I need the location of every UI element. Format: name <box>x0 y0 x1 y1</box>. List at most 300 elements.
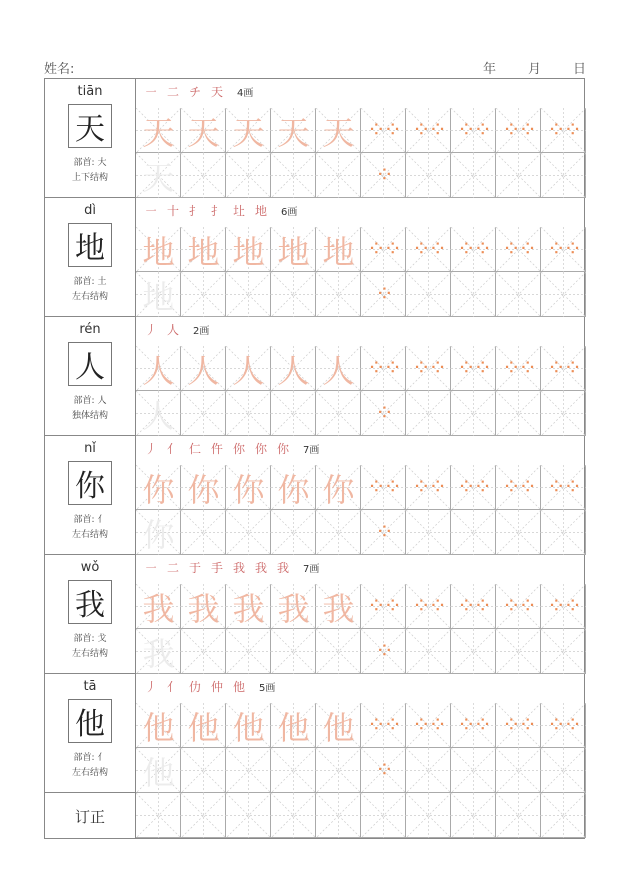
trace-character: ⁘⁘ <box>457 356 490 381</box>
trace-character: ⁘ <box>375 163 392 188</box>
guide-lines <box>271 153 316 198</box>
stroke-step: 丿 <box>145 441 158 456</box>
character-info <box>45 674 136 792</box>
month-label: 月 <box>527 62 541 77</box>
character-info <box>45 317 136 435</box>
guide-lines <box>181 272 226 317</box>
guide-lines <box>136 793 181 838</box>
empty-cell[interactable] <box>496 391 541 436</box>
trace-cell[interactable] <box>271 108 316 153</box>
trace-character: 天 <box>187 113 220 152</box>
dotted-cell[interactable] <box>361 510 406 555</box>
empty-cell[interactable] <box>181 272 226 317</box>
empty-cell[interactable] <box>226 793 271 838</box>
trace-cell[interactable] <box>136 346 181 391</box>
dotted-cell[interactable] <box>541 703 586 748</box>
trace-cell[interactable] <box>136 703 181 748</box>
stroke-step: 你 <box>255 441 268 456</box>
trace-character: 我 <box>187 589 220 628</box>
trace-cell[interactable] <box>181 465 226 510</box>
stroke-step: 扌 <box>189 203 202 218</box>
guide-lines <box>316 153 361 198</box>
stroke-order <box>145 319 209 339</box>
stroke-step: 仲 <box>211 679 224 694</box>
trace-character: 地 <box>187 232 220 271</box>
trace-character: 他 <box>142 753 175 792</box>
empty-cell[interactable] <box>406 510 451 555</box>
empty-cell[interactable] <box>541 748 586 793</box>
guide-lines <box>271 272 316 317</box>
empty-cell[interactable] <box>271 748 316 793</box>
faint-cell[interactable] <box>136 748 181 793</box>
faint-cell[interactable] <box>136 510 181 555</box>
trace-cell[interactable] <box>181 346 226 391</box>
empty-cell[interactable] <box>316 748 361 793</box>
guide-lines <box>361 793 406 838</box>
trace-character: 地 <box>277 232 310 271</box>
year-label: 年 <box>482 62 496 77</box>
stroke-step: 丿 <box>145 679 158 694</box>
trace-character: ⁘⁘ <box>502 237 535 262</box>
dotted-cell[interactable] <box>451 703 496 748</box>
stroke-step: 二 <box>167 560 180 575</box>
trace-character: ⁘⁘ <box>412 356 445 381</box>
empty-cell[interactable] <box>496 629 541 674</box>
guide-lines <box>181 391 226 436</box>
guide-lines <box>181 510 226 555</box>
empty-cell[interactable] <box>316 793 361 838</box>
trace-character: ⁘⁘ <box>367 356 400 381</box>
empty-cell[interactable] <box>541 629 586 674</box>
trace-cell[interactable] <box>316 703 361 748</box>
empty-cell[interactable] <box>271 391 316 436</box>
dotted-cell[interactable] <box>496 584 541 629</box>
guide-lines <box>406 748 451 793</box>
trace-character: 你 <box>142 470 175 509</box>
empty-cell[interactable] <box>316 391 361 436</box>
trace-character: 他 <box>322 708 355 747</box>
empty-cell[interactable] <box>496 510 541 555</box>
pinyin: nǐ <box>84 441 96 456</box>
trace-cell[interactable] <box>181 108 226 153</box>
guide-lines <box>226 510 271 555</box>
guide-lines <box>406 510 451 555</box>
empty-cell[interactable] <box>406 153 451 198</box>
stroke-step: 你 <box>233 441 246 456</box>
empty-cell[interactable] <box>541 510 586 555</box>
trace-character: ⁘ <box>375 282 392 307</box>
trace-character: 天 <box>142 113 175 152</box>
trace-character: 地 <box>322 232 355 271</box>
dotted-cell[interactable] <box>451 227 496 272</box>
trace-character: ⁘⁘ <box>412 713 445 738</box>
trace-cell[interactable] <box>226 346 271 391</box>
guide-lines <box>181 748 226 793</box>
empty-cell[interactable] <box>181 391 226 436</box>
stroke-order <box>145 81 253 101</box>
trace-character: 天 <box>232 113 265 152</box>
trace-character: ⁘⁘ <box>457 475 490 500</box>
empty-cell[interactable] <box>451 153 496 198</box>
trace-cell[interactable] <box>226 584 271 629</box>
stroke-step: ㇐ <box>145 203 158 218</box>
trace-cell[interactable] <box>181 227 226 272</box>
radical-info: 部首: 人 <box>73 396 107 406</box>
stroke-step: 十 <box>167 203 180 218</box>
character-row <box>45 436 586 555</box>
stroke-step: 天 <box>211 84 224 99</box>
stroke-step: チ <box>189 84 202 99</box>
empty-cell[interactable] <box>181 793 226 838</box>
empty-cell[interactable] <box>541 793 586 838</box>
empty-cell[interactable] <box>271 153 316 198</box>
model-character: 你 <box>68 461 112 505</box>
guide-lines <box>406 793 451 838</box>
trace-cell[interactable] <box>226 465 271 510</box>
stroke-step: 仂 <box>189 679 202 694</box>
empty-cell[interactable] <box>181 629 226 674</box>
dotted-cell[interactable] <box>541 584 586 629</box>
correction-row <box>45 793 586 839</box>
trace-character: 天 <box>277 113 310 152</box>
stroke-step: 你 <box>277 441 290 456</box>
trace-character: ⁘⁘ <box>457 594 490 619</box>
structure-info: 左右结构 <box>71 292 108 302</box>
empty-cell[interactable] <box>496 748 541 793</box>
empty-cell[interactable] <box>226 391 271 436</box>
trace-cell[interactable] <box>226 108 271 153</box>
trace-character: 你 <box>322 470 355 509</box>
guide-lines <box>451 391 496 436</box>
trace-cell[interactable] <box>316 346 361 391</box>
model-character: 地 <box>68 223 112 267</box>
empty-cell[interactable] <box>361 793 406 838</box>
empty-cell[interactable] <box>451 391 496 436</box>
correction-label: 订正 <box>45 793 136 839</box>
dotted-cell[interactable] <box>451 108 496 153</box>
faint-cell[interactable] <box>136 272 181 317</box>
stroke-step: 仁 <box>189 441 202 456</box>
dotted-cell[interactable] <box>541 465 586 510</box>
stroke-step: 二 <box>167 84 180 99</box>
stroke-step: 丿 <box>145 322 158 337</box>
trace-character: ⁘⁘ <box>547 713 580 738</box>
guide-lines <box>316 272 361 317</box>
dotted-cell[interactable] <box>451 465 496 510</box>
guide-lines <box>406 391 451 436</box>
trace-character: ⁘ <box>375 639 392 664</box>
radical-info: 部首: 亻 <box>73 753 107 763</box>
guide-lines <box>316 748 361 793</box>
stroke-step: 于 <box>189 560 202 575</box>
trace-character: ⁘⁘ <box>547 356 580 381</box>
empty-cell[interactable] <box>496 272 541 317</box>
dotted-cell[interactable] <box>361 272 406 317</box>
trace-character: ⁘ <box>375 401 392 426</box>
dotted-cell[interactable] <box>541 346 586 391</box>
empty-cell[interactable] <box>316 272 361 317</box>
trace-cell[interactable] <box>136 227 181 272</box>
stroke-step: 他 <box>233 679 246 694</box>
dotted-cell[interactable] <box>451 584 496 629</box>
trace-cell[interactable] <box>316 108 361 153</box>
guide-lines <box>406 272 451 317</box>
worksheet-header <box>44 58 586 76</box>
trace-character: ⁘ <box>375 520 392 545</box>
trace-cell[interactable] <box>136 465 181 510</box>
trace-character: 人 <box>322 351 355 390</box>
structure-info: 左右结构 <box>71 768 108 778</box>
dotted-cell[interactable] <box>361 346 406 391</box>
dotted-cell[interactable] <box>406 584 451 629</box>
trace-character: ⁘⁘ <box>547 237 580 262</box>
guide-lines <box>541 510 586 555</box>
trace-character: 你 <box>187 470 220 509</box>
empty-cell[interactable] <box>226 153 271 198</box>
empty-cell[interactable] <box>136 793 181 838</box>
empty-cell[interactable] <box>271 629 316 674</box>
empty-cell[interactable] <box>316 510 361 555</box>
trace-character: ⁘⁘ <box>367 713 400 738</box>
structure-info: 左右结构 <box>71 530 108 540</box>
trace-character: 我 <box>142 589 175 628</box>
trace-cell[interactable] <box>271 584 316 629</box>
guide-lines <box>181 629 226 674</box>
guide-lines <box>226 629 271 674</box>
trace-cell[interactable] <box>226 227 271 272</box>
character-info <box>45 79 136 197</box>
guide-lines <box>271 629 316 674</box>
guide-lines <box>496 629 541 674</box>
guide-lines <box>316 629 361 674</box>
guide-lines <box>451 272 496 317</box>
trace-cell[interactable] <box>316 584 361 629</box>
empty-cell[interactable] <box>406 748 451 793</box>
stroke-count: 7画 <box>303 563 320 575</box>
guide-lines <box>316 391 361 436</box>
empty-cell[interactable] <box>271 510 316 555</box>
dotted-cell[interactable] <box>541 108 586 153</box>
empty-cell[interactable] <box>541 272 586 317</box>
trace-character: 你 <box>277 470 310 509</box>
trace-character: ⁘⁘ <box>457 237 490 262</box>
trace-character: ⁘⁘ <box>367 118 400 143</box>
stroke-order <box>145 200 297 220</box>
trace-cell[interactable] <box>181 703 226 748</box>
structure-info: 左右结构 <box>71 649 108 659</box>
guide-lines <box>271 510 316 555</box>
dotted-cell[interactable] <box>361 391 406 436</box>
empty-cell[interactable] <box>451 272 496 317</box>
empty-cell[interactable] <box>451 510 496 555</box>
faint-cell[interactable] <box>136 153 181 198</box>
dotted-cell[interactable] <box>406 108 451 153</box>
pinyin: tā <box>83 679 97 694</box>
pinyin: rén <box>79 322 101 337</box>
trace-character: ⁘⁘ <box>502 713 535 738</box>
trace-character: 天 <box>142 158 175 197</box>
empty-cell[interactable] <box>226 629 271 674</box>
dotted-cell[interactable] <box>496 465 541 510</box>
trace-character: ⁘⁘ <box>457 118 490 143</box>
dotted-cell[interactable] <box>361 748 406 793</box>
stroke-step: 手 <box>211 560 224 575</box>
guide-lines <box>316 510 361 555</box>
empty-cell[interactable] <box>316 629 361 674</box>
dotted-cell[interactable] <box>361 108 406 153</box>
guide-lines <box>541 153 586 198</box>
empty-cell[interactable] <box>541 391 586 436</box>
guide-lines <box>451 748 496 793</box>
empty-cell[interactable] <box>226 510 271 555</box>
guide-lines <box>541 272 586 317</box>
trace-character: 人 <box>277 351 310 390</box>
empty-cell[interactable] <box>181 510 226 555</box>
empty-cell[interactable] <box>406 391 451 436</box>
trace-character: 人 <box>187 351 220 390</box>
trace-character: ⁘⁘ <box>412 118 445 143</box>
pinyin: tiān <box>77 84 103 99</box>
trace-character: 地 <box>142 277 175 316</box>
empty-cell[interactable] <box>316 153 361 198</box>
dotted-cell[interactable] <box>496 108 541 153</box>
dotted-cell[interactable] <box>361 465 406 510</box>
trace-cell[interactable] <box>136 108 181 153</box>
guide-lines <box>541 391 586 436</box>
trace-character: 人 <box>232 351 265 390</box>
guide-lines <box>406 629 451 674</box>
structure-info: 上下结构 <box>71 173 108 183</box>
radical-info: 部首: 大 <box>73 158 107 168</box>
empty-cell[interactable] <box>496 153 541 198</box>
empty-cell[interactable] <box>226 748 271 793</box>
stroke-count: 5画 <box>259 682 276 694</box>
trace-cell[interactable] <box>226 703 271 748</box>
empty-cell[interactable] <box>496 793 541 838</box>
empty-cell[interactable] <box>271 793 316 838</box>
faint-cell[interactable] <box>136 629 181 674</box>
trace-character: 人 <box>142 351 175 390</box>
character-info <box>45 555 136 673</box>
trace-cell[interactable] <box>316 227 361 272</box>
dotted-cell[interactable] <box>361 584 406 629</box>
dotted-cell[interactable] <box>451 346 496 391</box>
character-row <box>45 198 586 317</box>
guide-lines <box>496 510 541 555</box>
trace-character: ⁘⁘ <box>547 475 580 500</box>
dotted-cell[interactable] <box>496 346 541 391</box>
model-character: 他 <box>68 699 112 743</box>
guide-lines <box>496 748 541 793</box>
empty-cell[interactable] <box>541 153 586 198</box>
dotted-cell[interactable] <box>361 629 406 674</box>
empty-cell[interactable] <box>406 793 451 838</box>
trace-character: ⁘⁘ <box>502 118 535 143</box>
dotted-cell[interactable] <box>496 227 541 272</box>
dotted-cell[interactable] <box>406 465 451 510</box>
dotted-cell[interactable] <box>361 227 406 272</box>
guide-lines <box>451 629 496 674</box>
trace-character: 我 <box>277 589 310 628</box>
model-character: 天 <box>68 104 112 148</box>
trace-cell[interactable] <box>271 227 316 272</box>
guide-lines <box>271 391 316 436</box>
trace-character: 我 <box>232 589 265 628</box>
trace-character: 地 <box>142 232 175 271</box>
guide-lines <box>496 793 541 838</box>
guide-lines <box>451 510 496 555</box>
stroke-step: 仵 <box>211 441 224 456</box>
empty-cell[interactable] <box>271 272 316 317</box>
radical-info: 部首: 土 <box>73 277 107 287</box>
trace-cell[interactable] <box>271 703 316 748</box>
stroke-count: 2画 <box>193 325 210 337</box>
guide-lines <box>226 272 271 317</box>
trace-cell[interactable] <box>271 346 316 391</box>
guide-lines <box>226 391 271 436</box>
trace-cell[interactable] <box>316 465 361 510</box>
empty-cell[interactable] <box>406 272 451 317</box>
guide-lines <box>451 793 496 838</box>
dotted-cell[interactable] <box>496 703 541 748</box>
guide-lines <box>226 748 271 793</box>
name-label: 姓名: <box>44 62 75 77</box>
trace-character: ⁘⁘ <box>412 594 445 619</box>
date-fields <box>451 58 586 77</box>
trace-character: ⁘⁘ <box>367 475 400 500</box>
empty-cell[interactable] <box>406 629 451 674</box>
radical-info: 部首: 戈 <box>73 634 107 644</box>
trace-character: ⁘⁘ <box>412 237 445 262</box>
empty-cell[interactable] <box>226 272 271 317</box>
guide-lines <box>496 391 541 436</box>
character-row <box>45 674 586 793</box>
empty-cell[interactable] <box>451 748 496 793</box>
pinyin: wǒ <box>80 560 100 575</box>
radical-info: 部首: 亻 <box>73 515 107 525</box>
trace-character: ⁘⁘ <box>457 713 490 738</box>
guide-lines <box>541 629 586 674</box>
dotted-cell[interactable] <box>406 703 451 748</box>
trace-character: ⁘⁘ <box>502 594 535 619</box>
dotted-cell[interactable] <box>361 703 406 748</box>
empty-cell[interactable] <box>181 153 226 198</box>
trace-cell[interactable] <box>271 465 316 510</box>
trace-character: 人 <box>142 396 175 435</box>
stroke-step: 我 <box>233 560 246 575</box>
trace-character: ⁘⁘ <box>412 475 445 500</box>
stroke-step: 亻 <box>167 679 180 694</box>
dotted-cell[interactable] <box>361 153 406 198</box>
trace-character: 他 <box>277 708 310 747</box>
empty-cell[interactable] <box>451 629 496 674</box>
empty-cell[interactable] <box>181 748 226 793</box>
empty-cell[interactable] <box>451 793 496 838</box>
dotted-cell[interactable] <box>406 227 451 272</box>
dotted-cell[interactable] <box>406 346 451 391</box>
guide-lines <box>181 153 226 198</box>
trace-character: 地 <box>232 232 265 271</box>
trace-character: 你 <box>142 515 175 554</box>
guide-lines <box>541 748 586 793</box>
stroke-count: 4画 <box>237 87 254 99</box>
dotted-cell[interactable] <box>541 227 586 272</box>
stroke-step: 圵 <box>233 203 246 218</box>
stroke-step: 我 <box>255 560 268 575</box>
trace-cell[interactable] <box>181 584 226 629</box>
trace-cell[interactable] <box>136 584 181 629</box>
faint-cell[interactable] <box>136 391 181 436</box>
